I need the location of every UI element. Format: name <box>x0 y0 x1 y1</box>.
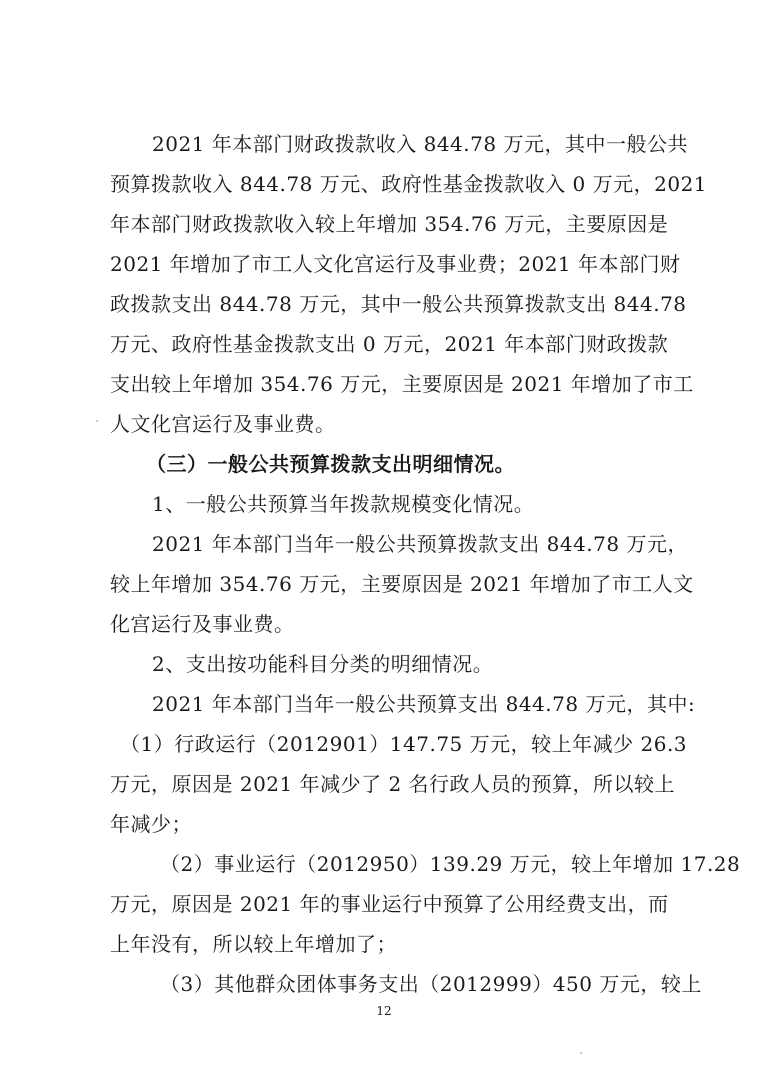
text-line: 政拨款支出 844.78 万元，其中一般公共预算拨款支出 844.78 <box>110 292 687 316</box>
text-line: 2021 年增加了市工人文化宫运行及事业费；2021 年本部门财 <box>110 252 681 276</box>
text-line: 较上年增加 354.76 万元，主要原因是 2021 年增加了市工人文 <box>110 572 694 596</box>
list-item-public-institution <box>110 844 741 964</box>
text-line: 万元、政府性基金拨款支出 0 万元，2021 年本部门财政拨款 <box>110 332 669 356</box>
scan-speck <box>580 1052 582 1054</box>
text-line: （2）事业运行（2012950）139.29 万元，较上年增加 17.28 <box>160 852 741 876</box>
text-line: 化宫运行及事业费。 <box>110 612 295 636</box>
paragraph-fiscal-income <box>110 124 708 444</box>
text-line: 2021 年本部门当年一般公共预算支出 844.78 万元，其中: <box>152 692 696 716</box>
page-number: 12 <box>376 1004 392 1018</box>
text-line: 万元，原因是 2021 年减少了 2 名行政人员的预算，所以较上 <box>110 772 676 796</box>
text-line: 万元，原因是 2021 年的事业运行中预算了公用经费支出，而 <box>110 892 669 916</box>
paragraph-budget-scale <box>110 524 694 644</box>
text-line: 年减少； <box>110 812 192 836</box>
subsection-heading: 2、支出按功能科目分类的明细情况。 <box>152 652 494 676</box>
text-line: 支出较上年增加 354.76 万元，主要原因是 2021 年增加了市工 <box>110 372 694 396</box>
text-line: （3）其他群众团体事务支出（2012999）450 万元，较上 <box>160 972 702 996</box>
document-body <box>110 124 741 1004</box>
text-line: 年本部门财政拨款收入较上年增加 354.76 万元，主要原因是 <box>110 212 669 236</box>
text-line: 2021 年本部门当年一般公共预算拨款支出 844.78 万元， <box>152 532 688 556</box>
scan-speck <box>96 420 98 422</box>
list-item-admin-operation <box>110 724 688 844</box>
section-heading: （三）一般公共预算拨款支出明细情况。 <box>146 452 515 476</box>
subsection-heading: 1、一般公共预算当年拨款规模变化情况。 <box>152 492 535 516</box>
text-line: 人文化宫运行及事业费。 <box>110 412 336 436</box>
text-line: 预算拨款收入 844.78 万元、政府性基金拨款收入 0 万元，2021 <box>110 172 708 196</box>
text-line: 上年没有，所以较上年增加了； <box>110 932 397 956</box>
list-item-other-groups <box>110 964 702 1004</box>
text-line: （1）行政运行（2012901）147.75 万元，较上年减少 26.3 <box>120 732 688 756</box>
text-line: 2021 年本部门财政拨款收入 844.78 万元，其中一般公共 <box>152 132 688 156</box>
